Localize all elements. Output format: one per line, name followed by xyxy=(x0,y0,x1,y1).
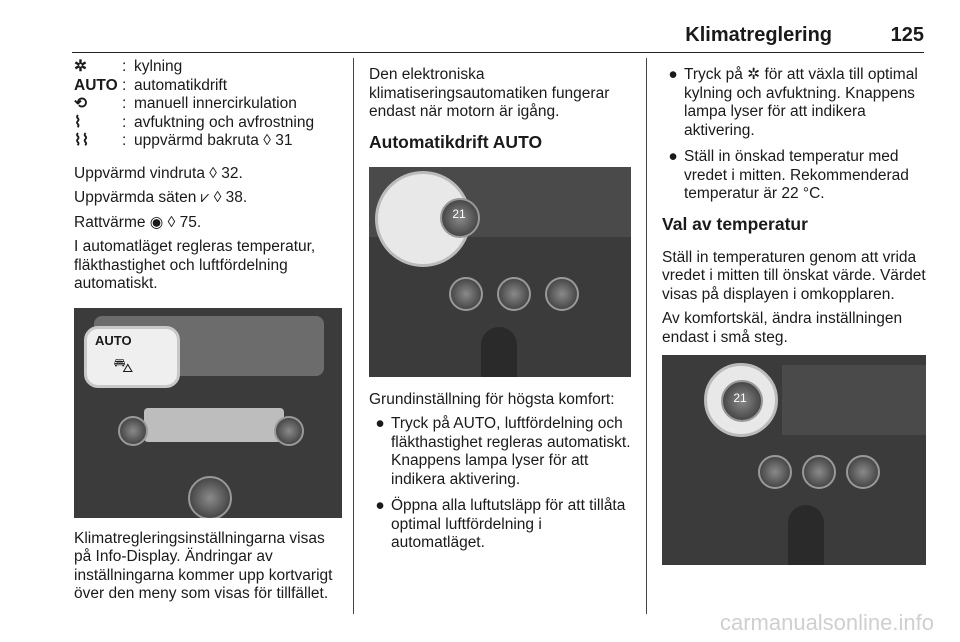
column-divider xyxy=(646,58,647,614)
bullet-item: ● Öppna alla luftutsläpp för att tillåta optimal luftfördelning i automatläget. xyxy=(375,497,626,551)
legend-row: ⌇ : avfuktning och avfrostning xyxy=(74,113,315,131)
image-caption: Klimatregleringsinställningarna visas på Info-Display. Ändringar av inställningarna kommer upp kortvarigt över den meny som visas för tillfället. xyxy=(74,529,333,602)
right-knob xyxy=(846,455,880,489)
symbol-legend xyxy=(74,58,342,151)
column-3 xyxy=(662,58,932,565)
temperature-readout: 21 xyxy=(733,391,747,405)
recirculation-icon: ⟲ xyxy=(74,95,87,112)
legend-row: ⌇⌇ : uppvärmd bakruta ◊ 31 xyxy=(74,132,293,149)
gear-shift xyxy=(788,505,824,565)
auto-label: AUTO xyxy=(74,76,118,94)
legend-row: ✲ : kylning xyxy=(74,58,183,75)
legend-label: avfuktning och avfrostning xyxy=(134,113,315,131)
paragraph: Grundinställning för högsta komfort: xyxy=(369,390,615,408)
paragraph: I automatläget regleras temperatur, fläkthastighet och luftfördelning automatiskt. xyxy=(74,238,316,292)
gear-shift xyxy=(481,327,517,377)
rear-window-heat-icon: ⌇⌇ xyxy=(74,132,90,149)
center-knob xyxy=(497,277,531,311)
paragraph: Ställ in temperaturen genom att vrida vredet i mitten till önskat värde. Värdet visas på displayen i omkopplaren. xyxy=(662,248,926,303)
center-knob xyxy=(188,476,232,518)
paragraph: Rattvärme ◉ ◊ 75. xyxy=(74,213,202,231)
climate-control-photo xyxy=(369,167,631,377)
bullet-item: ● Tryck på AUTO, luftfördelning och fläkthastighet regleras automatiskt. Knappens lampa lyser för att indikera aktivering. xyxy=(375,415,631,488)
left-knob xyxy=(449,277,483,311)
legend-label: automatikdrift xyxy=(134,76,228,94)
legend-label: uppvärmd bakruta ◊ 31 xyxy=(134,132,293,149)
page-header xyxy=(72,18,924,53)
defrost-icon: ⌇ xyxy=(74,113,82,131)
bullet-item: ● Tryck på ✲ för att växla till optimal kylning och avfuktning. Knappens lampa lyser för att indikera aktivering. xyxy=(668,66,918,139)
paragraph: Den elektroniska klimatiseringsautomatiken fungerar endast när motorn är igång. xyxy=(369,66,610,120)
left-knob xyxy=(118,416,148,446)
center-knob xyxy=(802,455,836,489)
temperature-readout: 21 xyxy=(452,206,466,221)
paragraph: Uppvärmda säten ⩗ ◊ 38. xyxy=(74,189,248,206)
right-knob xyxy=(545,277,579,311)
right-knob xyxy=(274,416,304,446)
watermark: carmanualsonline.info xyxy=(719,610,934,635)
section-heading: Val av temperatur xyxy=(662,213,808,234)
legend-label: manuell innercirkulation xyxy=(134,95,297,112)
magnified-knob xyxy=(704,363,778,437)
callout-label: AUTO xyxy=(95,332,132,348)
bullet-item: ● Ställ in önskad temperatur med vredet i mitten. Rekommenderad temperatur är 22 °C. xyxy=(668,148,909,202)
magnified-knob xyxy=(375,171,471,267)
car-icon: ⛍ xyxy=(113,354,134,377)
paragraph: Av komfortskäl, ändra inställningen endast i små steg. xyxy=(662,310,903,346)
cooling-icon: ✲ xyxy=(74,58,87,75)
page-title: Klimatreglering xyxy=(685,24,832,46)
dashboard-photo xyxy=(74,308,342,518)
temperature-knob-photo xyxy=(662,355,926,565)
auto-callout xyxy=(84,326,180,388)
column-divider xyxy=(353,58,354,614)
paragraph: Uppvärmd vindruta ◊ 32. xyxy=(74,164,243,182)
display-panel xyxy=(144,408,284,442)
legend-row: ⟲ : manuell innercirkulation xyxy=(74,95,297,112)
column-1 xyxy=(74,58,342,610)
section-heading: Automatikdrift AUTO xyxy=(369,131,543,152)
left-knob xyxy=(758,455,792,489)
legend-row: AUTO : automatikdrift xyxy=(74,76,228,94)
legend-label: kylning xyxy=(134,58,183,75)
page-number: 125 xyxy=(890,24,924,46)
column-2 xyxy=(369,58,635,561)
